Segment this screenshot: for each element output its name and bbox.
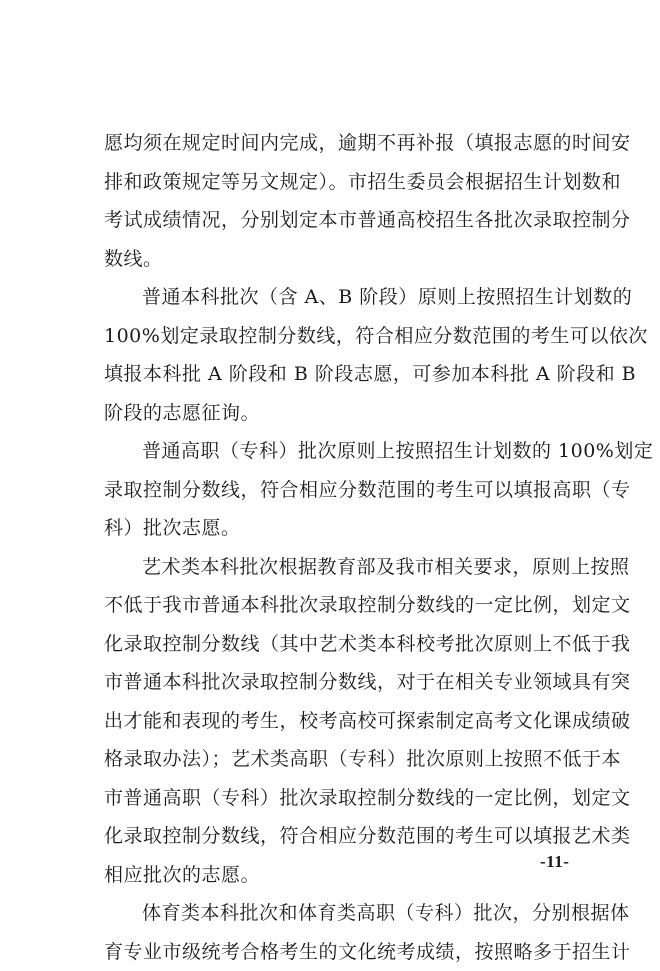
text-line: 考试成绩情况，分别划定本市普通高校招生各批次录取控制分 (104, 201, 584, 240)
text-line: 体育类本科批次和体育类高职（专科）批次，分别根据体 (104, 894, 584, 933)
text-line: 相应批次的志愿。 (104, 856, 584, 895)
text-line: 数线。 (104, 240, 584, 279)
text-line: 排和政策规定等另文规定）。市招生委员会根据招生计划数和 (104, 163, 584, 202)
text-line: 科）批次志愿。 (104, 509, 584, 548)
text-line: 100%划定录取控制分数线，符合相应分数范围的考生可以依次 (104, 317, 584, 356)
text-line: 出才能和表现的考生，校考高校可探索制定高考文化课成绩破 (104, 702, 584, 741)
text-line: 格录取办法）；艺术类高职（专科）批次原则上按照不低于本 (104, 740, 584, 779)
text-line: 化录取控制分数线（其中艺术类本科校考批次原则上不低于我 (104, 625, 584, 664)
text-line: 不低于我市普通本科批次录取控制分数线的一定比例，划定文 (104, 586, 584, 625)
text-line: 艺术类本科批次根据教育部及我市相关要求，原则上按照 (104, 548, 584, 587)
text-line: 填报本科批 A 阶段和 B 阶段志愿，可参加本科批 A 阶段和 B (104, 355, 584, 394)
text-line: 录取控制分数线，符合相应分数范围的考生可以填报高职（专 (104, 471, 584, 510)
text-line: 普通本科批次（含 A、B 阶段）原则上按照招生计划数的 (104, 278, 584, 317)
text-line: 普通高职（专科）批次原则上按照招生计划数的 100%划定 (104, 432, 584, 471)
page-number: -11- (540, 852, 569, 872)
body-text (104, 124, 584, 971)
text-line: 市普通本科批次录取控制分数线，对于在相关专业领域具有突 (104, 663, 584, 702)
text-line: 阶段的志愿征询。 (104, 394, 584, 433)
text-line: 愿均须在规定时间内完成，逾期不再补报（填报志愿的时间安 (104, 124, 584, 163)
text-line: 化录取控制分数线，符合相应分数范围的考生可以填报艺术类 (104, 817, 584, 856)
text-line: 市普通高职（专科）批次录取控制分数线的一定比例，划定文 (104, 779, 584, 818)
text-line: 育专业市级统考合格考生的文化统考成绩，按照略多于招生计 (104, 933, 584, 971)
